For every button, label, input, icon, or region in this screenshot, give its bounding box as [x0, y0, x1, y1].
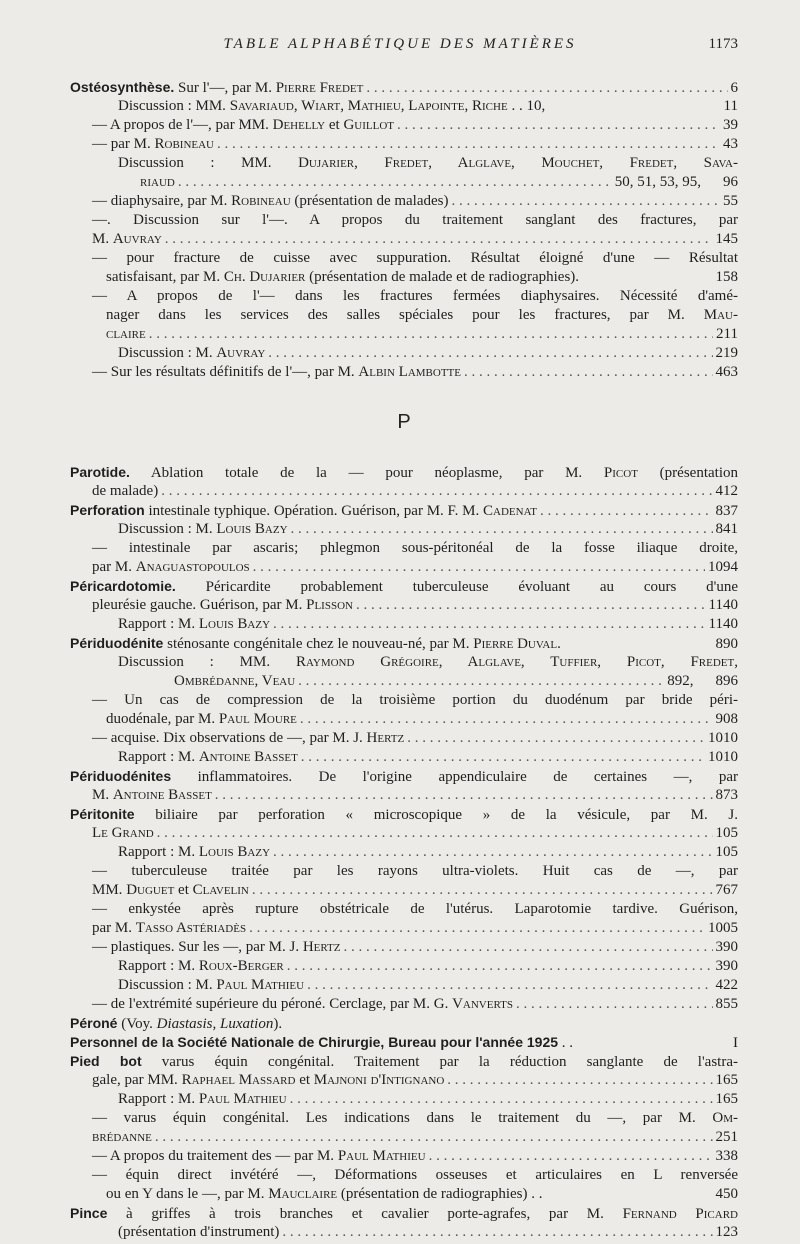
entry-text: —. Discussion sur l'—. A propos du traitement sanglant des fractures, par: [92, 212, 738, 228]
entry-text: Rapport : M.: [118, 844, 199, 860]
entry-text: .: [557, 636, 561, 652]
index-entry: [92, 1109, 738, 1127]
entry-text: sténosante congénitale chez le nouveau-né, par M.: [163, 636, 474, 652]
index-entry: [92, 287, 738, 305]
author-name: Paul Mathieu: [198, 1091, 287, 1107]
page-ref: 105: [715, 844, 738, 860]
entry-heading: Pied bot: [70, 1053, 142, 1069]
entry-text: — enkystée après rupture obstétricale de l'utérus. Laparotomie tardive. Guérison,: [92, 901, 738, 917]
page-ref: 123: [715, 1224, 738, 1240]
author-name: Le Grand: [92, 825, 154, 841]
index-entry: [70, 501, 738, 519]
entry-text: par M.: [92, 920, 136, 936]
index-entry: [70, 1052, 738, 1070]
author-name: Ch. Dujarier: [223, 269, 306, 285]
entry-text: Rapport : M.: [118, 958, 199, 974]
index-entry: [92, 824, 738, 842]
page-ref: 837: [715, 503, 738, 519]
index-entry: [92, 919, 738, 937]
entry-text: Discussion : MM.: [118, 98, 230, 114]
page-ref: 55: [723, 193, 738, 209]
author-name: Paul Moure: [218, 711, 297, 727]
page-ref: 1094: [708, 559, 738, 575]
index-entry: [118, 97, 738, 115]
author-name: riaud: [140, 174, 175, 190]
index-entry: [92, 862, 738, 880]
index-entry: [92, 363, 738, 381]
page-ref: 6: [730, 80, 738, 96]
entry-text: — de l'extrémité supérieure du péroné. Cerclage, par M. G.: [92, 996, 453, 1012]
page-ref: 1010: [708, 730, 738, 746]
page-ref: 890: [715, 636, 738, 652]
entry-text: — équin direct invétéré —, Déformations osseuses et articulaires en L renversée: [92, 1167, 738, 1183]
index-entry: [118, 748, 738, 766]
entry-text: M.: [92, 231, 113, 247]
page-ref: 855: [715, 996, 738, 1012]
author-name: Mau-: [703, 307, 738, 323]
entry-text: — plastiques. Sur les —, par M. J.: [92, 939, 303, 955]
entry-text: — A propos du traitement des — par M.: [92, 1148, 338, 1164]
page-ref: 450: [715, 1186, 738, 1202]
page-ref: 412: [715, 483, 738, 499]
entry-text: Ablation totale de la — pour néoplasme, par M.: [129, 465, 604, 481]
index-entry: [92, 729, 738, 747]
entry-heading: Péricardotomie.: [70, 578, 176, 594]
author-name: Savariaud, Wiart, Mathieu, Lapointe, Riche: [229, 98, 508, 114]
page-ref: 422: [715, 977, 738, 993]
index-entry: [92, 596, 738, 614]
page-ref: 1140: [708, 597, 738, 613]
page-ref: 463: [715, 364, 738, 380]
page-ref: 96: [723, 174, 738, 190]
index-entry: [92, 192, 738, 210]
entry-heading: Péroné: [70, 1015, 118, 1031]
entry-text: (présentation de malade et de radiographies).: [305, 269, 580, 285]
entry-text: Rapport : M.: [118, 749, 199, 765]
author-name: Ombrédanne, Veau: [174, 673, 296, 689]
entry-text: 892,: [667, 673, 694, 689]
index-entry: [70, 78, 738, 96]
author-name: Duguet: [126, 882, 175, 898]
author-name: Pierre Fredet: [275, 80, 364, 96]
author-name: Om-: [712, 1110, 738, 1126]
entry-text: (présentation d'instrument): [118, 1224, 280, 1240]
entry-text: Discussion : MM.: [118, 654, 296, 670]
entry-text: ).: [273, 1016, 283, 1032]
page-ref: 11: [723, 98, 738, 114]
author-name: Raymond Grégoire, Alglave, Tuffier, Picot, Fredet,: [295, 654, 738, 670]
entry-text: varus équin congénital. Traitement par la réduction sanglante de l'astra-: [141, 1054, 738, 1070]
index-entry: [118, 615, 738, 633]
entry-text: inflammatoires. De l'origine appendiculaire de certaines —, par: [171, 769, 738, 785]
author-name: Fernand Picard: [622, 1206, 738, 1222]
author-name: Dujarier, Fredet, Alglave, Mouchet, Fredet, Sava-: [298, 155, 738, 171]
index-entry: [92, 881, 738, 899]
index-entry: [70, 767, 738, 785]
entry-text: et: [174, 882, 193, 898]
entry-text: Rapport : M.: [118, 616, 199, 632]
index-entry: [70, 1033, 738, 1051]
index-entry: [70, 634, 738, 652]
page-ref: 165: [715, 1072, 738, 1088]
page-ref: 105: [715, 825, 738, 841]
entry-text: nager dans les services des salles spéciales pour les fractures, par M.: [106, 307, 704, 323]
index-entry: [118, 520, 738, 538]
page-ref: 211: [716, 326, 738, 342]
entry-heading: Péritonite: [70, 806, 135, 822]
entry-text: — acquise. Dix observations de —, par M. J.: [92, 730, 367, 746]
index-entry: [118, 1090, 738, 1108]
cross-reference: Diastasis, Luxation: [156, 1016, 274, 1032]
entry-text: — intestinale par ascaris; phlegmon sous-péritonéal de la fosse iliaque droite,: [92, 540, 738, 556]
page-ref: 896: [715, 673, 738, 689]
page-ref: 908: [715, 711, 738, 727]
entry-text: ou en Y dans le —, par M.: [106, 1186, 269, 1202]
page-ref: 390: [715, 958, 738, 974]
entry-text: Discussion : M.: [118, 345, 217, 361]
index-entry: [118, 976, 738, 994]
author-name: Cadenat: [483, 503, 538, 519]
entry-text: et: [295, 1072, 314, 1088]
entry-text: — varus équin congénital. Les indications dans le traitement du —, par M.: [92, 1110, 713, 1126]
page-ref: 251: [715, 1129, 738, 1145]
index-entry: [118, 1223, 738, 1241]
entry-heading: Parotide.: [70, 464, 130, 480]
index-entry: [118, 957, 738, 975]
entry-heading: Périduodénite: [70, 635, 164, 651]
entry-text: (présentation: [637, 465, 738, 481]
index-entry: [92, 135, 738, 153]
page-ref: 158: [715, 269, 738, 285]
section-letter: P: [397, 411, 411, 433]
author-name: Antoine Basset: [112, 787, 212, 803]
entry-text: biliaire par perforation « microscopique » de la vésicule, par M. J.: [134, 807, 738, 823]
author-name: Picot: [603, 465, 638, 481]
author-name: Majnoni d'Intignano: [313, 1072, 445, 1088]
author-name: Tasso Astériadès: [135, 920, 247, 936]
entry-text: à griffes à trois branches et cavalier porte-agrafes, par M.: [107, 1206, 623, 1222]
page-ref: 390: [715, 939, 738, 955]
index-entry: [92, 558, 738, 576]
running-title: TABLE ALPHABÉTIQUE DES MATIÈRES: [223, 36, 577, 52]
page-header: [70, 36, 738, 58]
index-entry: [92, 938, 738, 956]
page-ref: 1005: [708, 920, 738, 936]
entry-text: (Voy.: [117, 1016, 157, 1032]
index-entry: [92, 482, 738, 500]
index-entry: [70, 805, 738, 823]
author-name: Guillot: [343, 117, 394, 133]
index-entry: [92, 1128, 738, 1146]
index-entry: [92, 539, 738, 557]
entry-text: — par M.: [92, 136, 155, 152]
entry-text: . .: [558, 1035, 574, 1051]
author-name: Hertz: [366, 730, 405, 746]
index-entry: [92, 1147, 738, 1165]
index-entry: [92, 691, 738, 709]
entry-text: (présentation de radiographies) . .: [337, 1186, 543, 1202]
entry-text: M.: [92, 787, 113, 803]
entry-text: Péricardite probablement tuberculeuse évoluant au cours d'une: [175, 579, 738, 595]
entry-text: — tuberculeuse traitée par les rayons ultra-violets. Huit cas de —, par: [92, 863, 738, 879]
index-entry: [118, 344, 738, 362]
page-ref: 43: [723, 136, 738, 152]
index-entry: [92, 1071, 738, 1089]
page-ref: I: [733, 1035, 738, 1051]
author-name: Hertz: [302, 939, 341, 955]
index-entry: [70, 577, 738, 595]
index-entry: [106, 268, 738, 286]
author-name: Vanverts: [452, 996, 513, 1012]
entry-heading: Perforation: [70, 502, 145, 518]
author-name: claire: [106, 326, 146, 342]
entry-text: de malade): [92, 483, 159, 499]
entry-heading: Pince: [70, 1205, 108, 1221]
page-ref: 145: [715, 231, 738, 247]
author-name: Dehelly: [272, 117, 326, 133]
index-entry: [92, 1166, 738, 1184]
entry-text: Discussion : MM.: [118, 155, 299, 171]
author-name: Raphael Massard: [181, 1072, 296, 1088]
author-name: Albin Lambotte: [358, 364, 461, 380]
index-entry: [106, 1185, 738, 1203]
entry-text: — A propos de l'—, par MM.: [92, 117, 273, 133]
author-name: brédanne: [92, 1129, 152, 1145]
page-ref: 873: [715, 787, 738, 803]
page-ref: 165: [715, 1091, 738, 1107]
author-name: Robineau: [231, 193, 291, 209]
index-entry: [106, 306, 738, 324]
page-ref: 841: [715, 521, 738, 537]
entry-text: Sur l'—, par M.: [178, 80, 276, 96]
index-entry: [118, 154, 738, 172]
author-name: Anaguastopoulos: [135, 559, 250, 575]
author-name: Louis Bazy: [198, 844, 271, 860]
author-name: Pierre Duval: [473, 636, 558, 652]
author-name: Clavelin: [192, 882, 249, 898]
entry-text: gale, par MM.: [92, 1072, 182, 1088]
index-entry: [92, 116, 738, 134]
page-number: 1173: [708, 36, 738, 52]
entry-text: Rapport : M.: [118, 1091, 199, 1107]
author-name: Mauclaire: [268, 1186, 338, 1202]
index-entry: [92, 211, 738, 229]
entry-text: MM.: [92, 882, 127, 898]
entry-text: satisfaisant, par M.: [106, 269, 224, 285]
author-name: Plisson: [306, 597, 353, 613]
index-entry: [70, 1014, 738, 1032]
page-ref: 338: [715, 1148, 738, 1164]
author-name: Louis Bazy: [198, 616, 271, 632]
page-ref: 1140: [708, 616, 738, 632]
entry-text: — Un cas de compression de la troisième portion du duodénum par bride péri-: [92, 692, 738, 708]
entry-text: 50, 51, 53, 95,: [614, 174, 701, 190]
entry-text: — pour fracture de cuisse avec suppuration. Résultat éloigné d'une — Résultat: [92, 250, 738, 266]
entry-text: Discussion : M.: [118, 521, 217, 537]
entry-text: par M.: [92, 559, 136, 575]
author-name: Paul Mathieu: [337, 1148, 426, 1164]
author-name: Antoine Basset: [198, 749, 298, 765]
index-entry: [70, 463, 738, 481]
author-name: Roux-Berger: [198, 958, 284, 974]
index-entry: [174, 672, 738, 690]
index-entry: [92, 995, 738, 1013]
entry-heading: Ostéosynthèse.: [70, 79, 175, 95]
entry-text: . . 10,: [507, 98, 546, 114]
index-entry: [118, 843, 738, 861]
index-entry: [92, 249, 738, 267]
entry-text: (présentation de malades): [290, 193, 449, 209]
index-entry: [106, 710, 738, 728]
author-name: Paul Mathieu: [216, 977, 305, 993]
entry-text: duodénale, par M.: [106, 711, 219, 727]
index-entry: [92, 230, 738, 248]
entry-text: intestinale typhique. Opération. Guérison, par M. F. M.: [144, 503, 484, 519]
page-ref: 767: [715, 882, 738, 898]
index-entry: [118, 653, 738, 671]
entry-text: pleurésie gauche. Guérison, par M.: [92, 597, 307, 613]
author-name: Auvray: [216, 345, 266, 361]
entry-text: — A propos de l'— dans les fractures fermées diaphysaires. Nécessité d'amé-: [92, 288, 738, 304]
entry-text: Discussion : M.: [118, 977, 217, 993]
page-ref: 219: [715, 345, 738, 361]
author-name: Louis Bazy: [216, 521, 288, 537]
index-entry: [106, 325, 738, 343]
index-entry: [140, 173, 738, 191]
author-name: Robineau: [154, 136, 214, 152]
index-entry: [92, 900, 738, 918]
entry-text: et: [325, 117, 344, 133]
entry-heading: Périduodénites: [70, 768, 172, 784]
entry-text: — Sur les résultats définitifs de l'—, par M.: [92, 364, 359, 380]
entry-heading: Personnel de la Société Nationale de Chirurgie, Bureau pour l'année 1925: [70, 1034, 559, 1050]
index-entry: [70, 1204, 738, 1222]
page-ref: 39: [723, 117, 738, 133]
entry-text: — diaphysaire, par M.: [92, 193, 232, 209]
author-name: Auvray: [112, 231, 162, 247]
index-entry: [92, 786, 738, 804]
page-ref: 1010: [708, 749, 738, 765]
